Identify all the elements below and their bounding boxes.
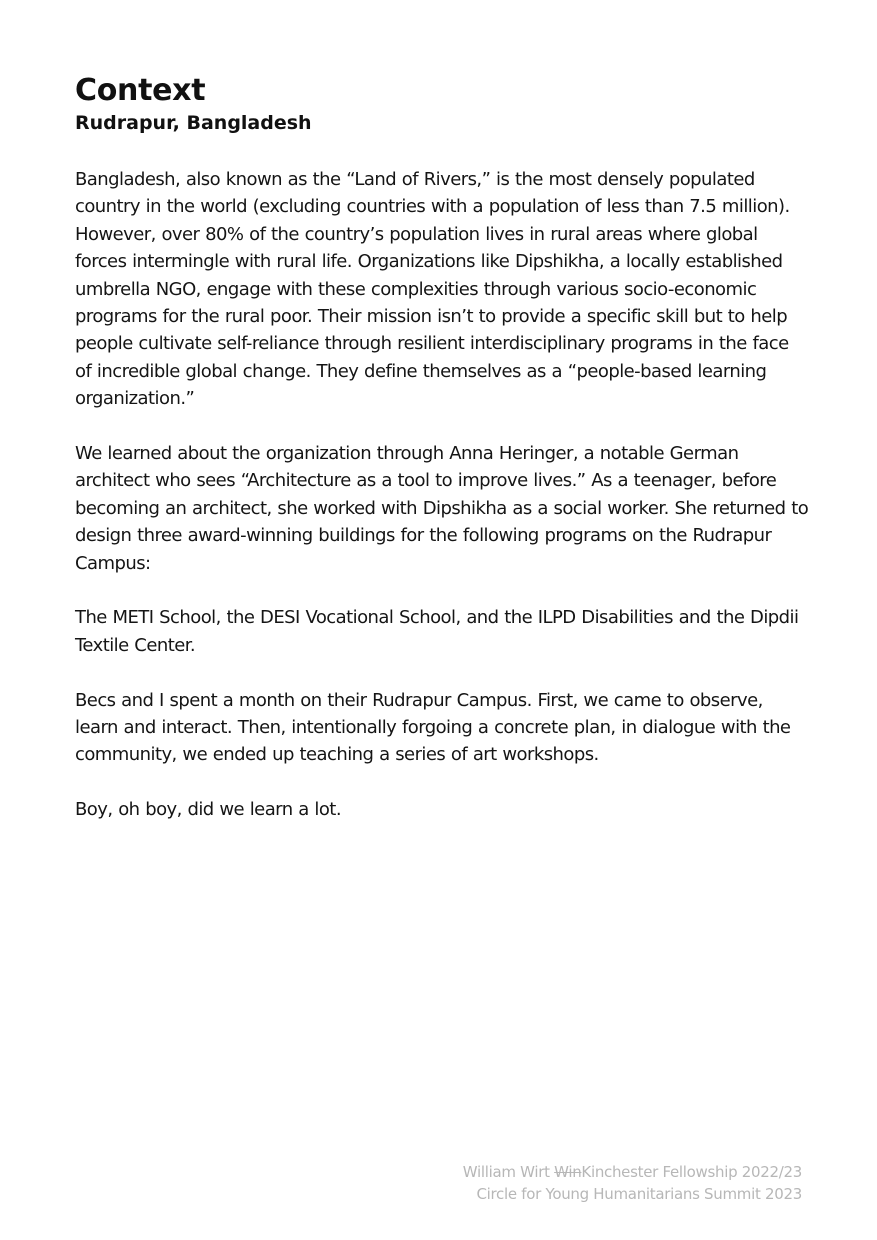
body-text xyxy=(75,166,810,824)
paragraph-schools: The METI School, the DESI Vocational School, and the ILPD Disabilities and the Dipdii Textile Center. xyxy=(75,607,799,656)
footer-fellowship-prefix: William Wirt xyxy=(462,1163,555,1181)
paragraph-closing: Boy, oh boy, did we learn a lot. xyxy=(75,799,341,821)
paragraph-intro: Bangladesh, also known as the “Land of Rivers,” is the most densely populated country in the world (excluding countries with a population of less than 7.5 million). However, over 80% of the country’s population lives in rural areas where global forces intermingle with rural life. Organizations like Dipshikha, a locally established umbrella NGO, engage with these complexities through various socio-economic programs for the rural poor. Their mission isn’t to provide a specific skill but to help people cultivate self-reliance through resilient interdisciplinary programs in the face of incredible global change. They define themselves as a “people-based learning organization.” xyxy=(75,169,790,410)
main-content xyxy=(75,72,810,851)
footer-line-fellowship xyxy=(463,1161,802,1183)
paragraph-campus-visit: Becs and I spent a month on their Rudrapur Campus. First, we came to observe, learn and interact. Then, intentionally forgoing a concrete plan, in dialogue with the community, we ended up teaching a series of art workshops. xyxy=(75,689,791,766)
footer-fellowship-suffix: Kinchester Fellowship 2022/23 xyxy=(581,1163,802,1181)
footer-line-summit: Circle for Young Humanitarians Summit 2023 xyxy=(476,1185,802,1203)
paragraph-anna-heringer: We learned about the organization through Anna Heringer, a notable German architect who sees “Architecture as a tool to improve lives.” As a teenager, before becoming an architect, she worked with Dipshikha as a social worker. She returned to design three award-winning buildings for the following programs on the Rudrapur Campus: xyxy=(75,443,809,574)
footer-strikethrough-text: Win xyxy=(554,1163,582,1181)
page-subtitle: Rudrapur, Bangladesh xyxy=(75,112,312,134)
footer xyxy=(463,1161,802,1205)
page-title: Context xyxy=(75,73,206,108)
